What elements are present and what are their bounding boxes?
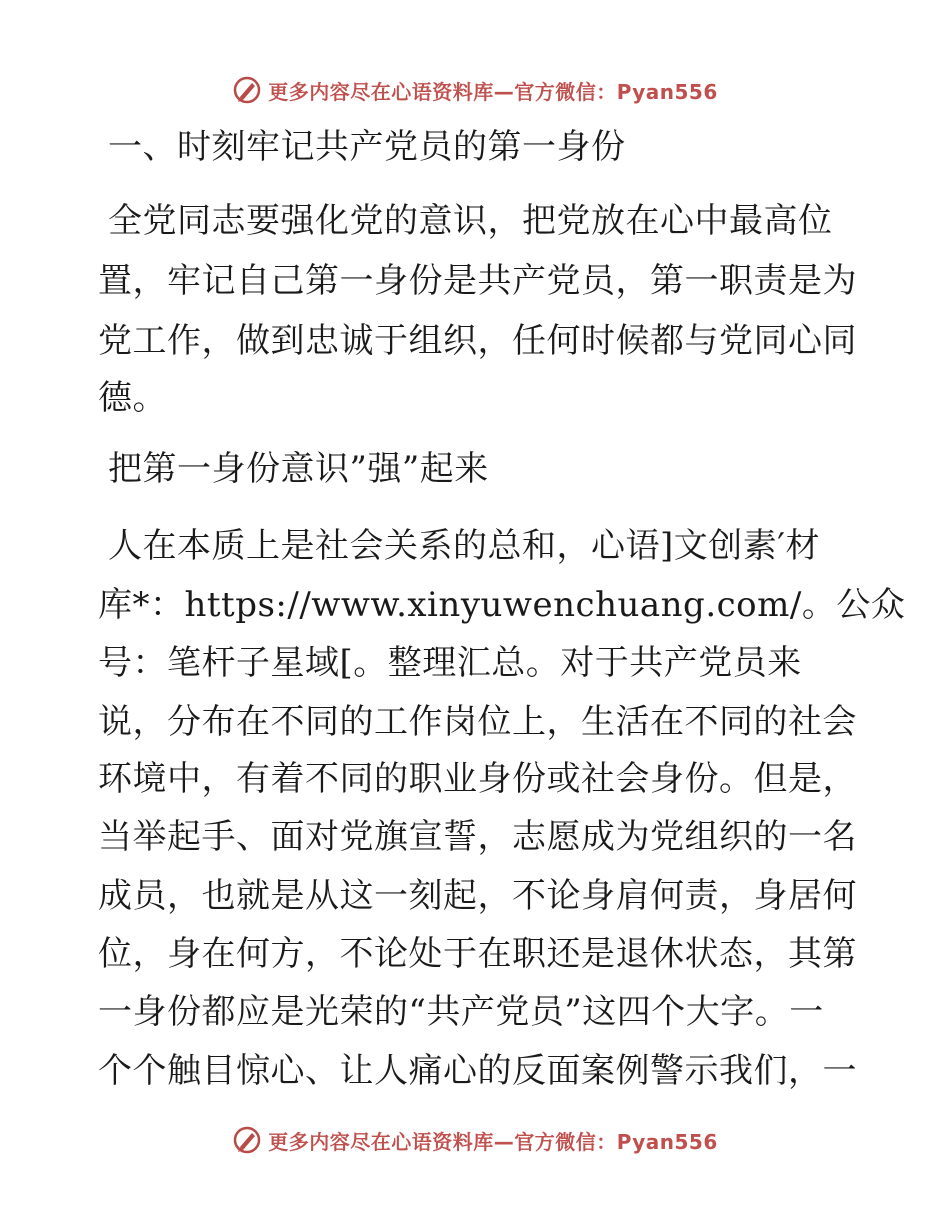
- paragraph-line: 号：笔杆子星域[。整理汇总。对于共产党员来: [98, 643, 802, 683]
- footer-banner: [0, 1120, 950, 1160]
- header-banner: [0, 70, 950, 110]
- paragraph-line: 个个触目惊心、让人痛心的反面案例警示我们，一: [98, 1051, 857, 1091]
- sub-heading: 把第一身份意识”强”起来: [108, 449, 489, 489]
- paragraph-line: 当举起手、面对党旗宣誓，志愿成为党组织的一名: [98, 817, 857, 857]
- paragraph-line: 说，分布在不同的工作岗位上，生活在不同的社会: [98, 702, 857, 742]
- paragraph-line: 人在本质上是社会关系的总和，心语]文创素′材: [108, 526, 820, 566]
- banner-text: 更多内容尽在心语资料库—官方微信：Pyan556: [268, 1129, 718, 1154]
- pen-logo-icon: [232, 75, 262, 105]
- section-heading: 一、时刻牢记共产党员的第一身份: [108, 127, 626, 167]
- banner-text: 更多内容尽在心语资料库—官方微信：Pyan556: [268, 79, 718, 104]
- paragraph-line: 置，牢记自己第一身份是共产党员，第一职责是为: [98, 261, 857, 301]
- paragraph-line: 环境中，有着不同的职业身份或社会身份。但是，: [98, 759, 857, 799]
- paragraph-line: 库*：https://www.xinyuwenchuang.com/。公众: [98, 585, 906, 625]
- paragraph-line: 一身份都应是光荣的“共产党员”这四个大字。一: [98, 992, 824, 1032]
- paragraph-line: 全党同志要强化党的意识，把党放在心中最高位: [108, 201, 833, 241]
- paragraph-line: 德。: [98, 378, 167, 418]
- pen-logo-icon: [232, 1125, 262, 1155]
- paragraph-line: 党工作，做到忠诚于组织，任何时候都与党同心同: [98, 321, 857, 361]
- paragraph-line: 位，身在何方，不论处于在职还是退休状态，其第: [98, 934, 857, 974]
- paragraph-line: 成员，也就是从这一刻起，不论身肩何责，身居何: [98, 876, 857, 916]
